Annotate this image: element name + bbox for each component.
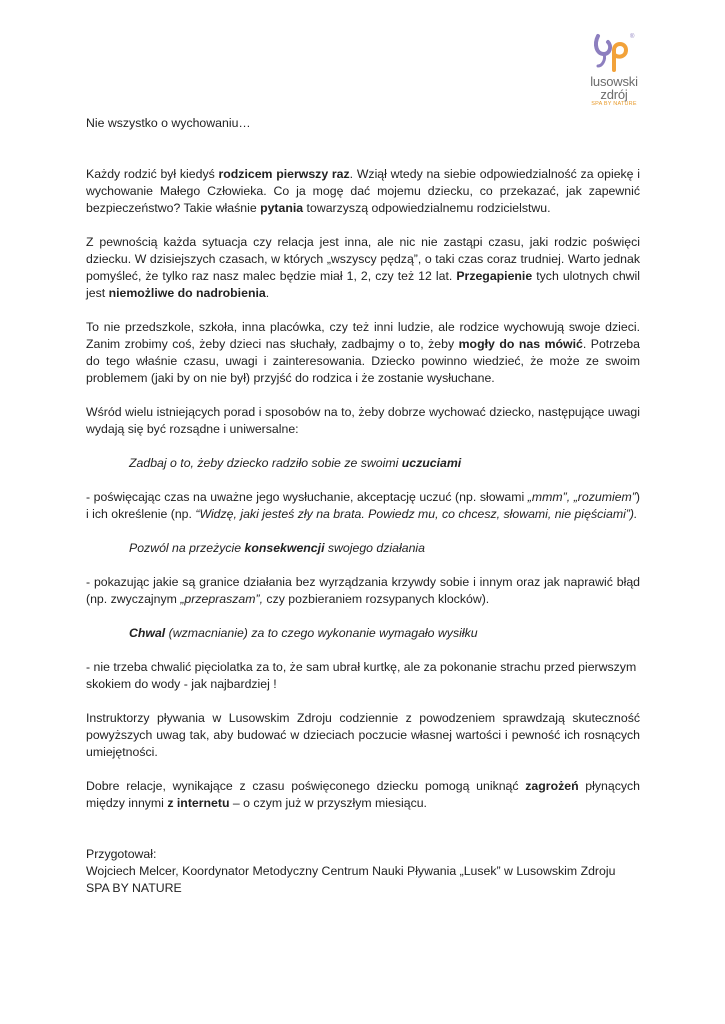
text: – o czym już w przyszłym miesiącu. [229,796,427,810]
signature-org: SPA BY NATURE [86,881,182,895]
logo-name: lusowski zdrój [590,74,638,102]
paragraph-4: Wśród wielu istniejących porad i sposobów na to, żeby dobrze wychować dziecko, następujące uwagi wydają się być rozsądne i uniwersalne: [86,405,640,436]
text: czy pozbieraniem rozsypanych klocków). [263,592,490,606]
bold-text: pytania [260,201,304,215]
logo-tagline: SPA BY NATURE [591,101,637,107]
brand-logo [578,30,650,112]
text: ) i ich określenie (np. [86,490,640,521]
tip-3-body: - nie trzeba chwalić pięciolatka za to, że sam ubrał kurtkę, ale za pokonanie strachu przed pierwszym skokiem do wody - jak najbardziej ! [86,660,637,691]
tip-2-heading [86,540,640,557]
text: - poświęcając czas na uważne jego wysłuchanie, akceptację uczuć (np. słowami [86,490,528,504]
bold-text: Przegapienie [456,269,533,283]
text: To nie przedszkole, szkoła, inna placówka, czy też inni ludzie, ale rodzice wychowują swoje dzieci. Zanim zrobimy coś, żeby dzieci nas słuchały, zadbajmy o to, żeby [86,320,640,351]
text: . Potrzeba do tego właśnie czasu, uwagi i zainteresowania. Dziecko powinno wiedzieć, że może ze swoim problemem (jaki by on nie był) przyjść do rodzica i że zostanie wysłuchane. [86,337,640,385]
bold-text: zagrożeń [525,779,579,793]
text: Z pewnością każda sytuacja czy relacja jest inna, ale nic nie zastąpi czasu, jaki rodzic poświęci dziecku. W dzisiejszych czasach, w których „wszyscy pędzą”, o taki czas coraz trudniej. Warto jednak pomyśleć, że tylko raz nasz malec będzie miał 1, 2, czy też 12 lat. [86,235,640,283]
text: Zadbaj o to, żeby dziecko radziło sobie ze swoimi [129,456,402,470]
text: . [265,286,270,300]
bold-text: Chwal [129,626,166,640]
text: swojego działania [324,541,425,555]
paragraph-3 [86,319,640,387]
bold-text: niemożliwe do nadrobienia [108,286,266,300]
text: płynących między innymi [86,779,640,810]
tip-3-heading [86,625,640,642]
bold-text: uczuciami [401,456,462,470]
text: Pozwól na przeżycie [129,541,245,555]
tip-1-heading [86,455,640,472]
logo-mark-icon [592,30,636,74]
bold-text: mogły do nas mówić [458,337,583,351]
text: towarzyszą odpowiedzialnemu rodzicielstwu. [303,201,551,215]
text: (wzmacnianie) za to czego wykonanie wymagało wysiłku [165,626,478,640]
signature-label: Przygotował: [86,847,157,861]
italic-text: „przepraszam”, [180,592,263,606]
text: tych ulotnych chwil jest [86,269,641,300]
italic-text: “Widzę, jaki jesteś zły na brata. Powiedz mu, co chcesz, słowami, nie pięściami”). [195,507,638,521]
paragraph-2 [86,234,640,302]
text: - pokazując jakie są granice działania bez wyrządzania krzywdy sobie i innym oraz jak naprawić błąd (np. zwyczajnym [86,575,640,606]
paragraph-1 [86,166,640,217]
signature-author: Wojciech Melcer, Koordynator Metodyczny Centrum Nauki Pływania „Lusek” w Lusowskim Zdroju [86,864,616,878]
text: Dobre relacje, wynikające z czasu poświęconego dziecku pomogą uniknąć [86,779,526,793]
bold-text: z internetu [167,796,230,810]
text: Każdy rodzić był kiedyś [86,167,219,181]
document-body [86,115,640,897]
italic-text: „mmm”, „rozumiem” [527,490,636,504]
tip-1-body [86,489,640,523]
registered-mark: ® [630,34,635,40]
paragraph-5: Instruktorzy pływania w Lusowskim Zdroju codziennie z powodzeniem sprawdzają skuteczność powyższych uwag tak, aby budować w dzieciach poczucie własnej wartości i pewność ich rosnących umiejętności. [86,711,640,759]
bold-text: konsekwencji [244,541,325,555]
text: . Wziął wtedy na siebie odpowiedzialność za opiekę i wychowanie Małego Człowieka. Co ja mogę dać mojemu dziecku, co przekazać, jak zapewnić bezpieczeństwo? Takie właśnie [86,167,640,215]
tip-2-body [86,574,640,608]
bold-text: rodzicem pierwszy raz [218,167,350,181]
document-title: Nie wszystko o wychowaniu… [86,116,251,130]
paragraph-6 [86,778,640,812]
